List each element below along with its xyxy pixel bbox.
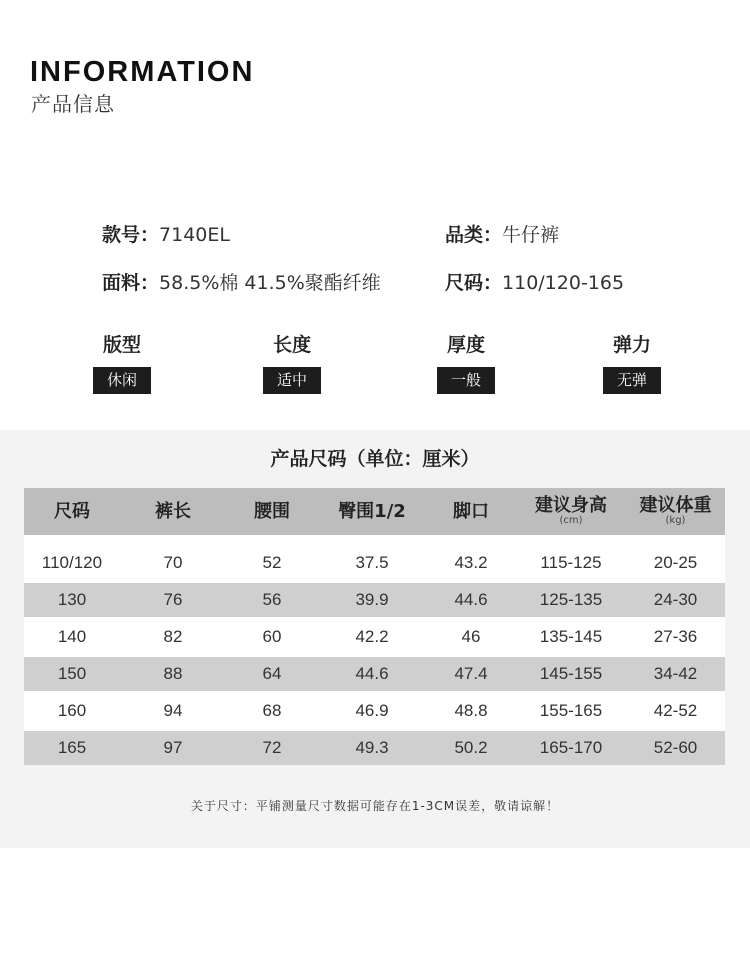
table-cell: 165-170	[516, 731, 626, 765]
style-number	[102, 220, 230, 247]
attr-thickness	[406, 330, 526, 394]
header-label: 建议身高	[535, 495, 607, 516]
header-pants-length	[120, 488, 226, 535]
page-title-en: INFORMATION	[30, 56, 255, 88]
style-number-label: 款号：	[102, 224, 160, 246]
attr-length	[232, 330, 352, 394]
table-cell: 88	[120, 657, 226, 691]
header-height-unit: (cm)	[559, 515, 583, 526]
table-cell: 68	[226, 691, 318, 731]
table-cell: 140	[24, 617, 120, 657]
attr-stretch-label: 弹力	[612, 334, 651, 356]
table-cell: 64	[226, 657, 318, 691]
table-cell: 27-36	[626, 617, 725, 657]
table-cell: 39.9	[318, 583, 426, 617]
table-cell	[24, 535, 725, 543]
table-cell: 125-135	[516, 583, 626, 617]
size-table-header	[24, 488, 725, 535]
measurement-note: 关于尺寸：平铺测量尺寸数据可能存在1-3CM误差，敬请谅解！	[190, 799, 560, 813]
attr-thickness-tag: 一般	[437, 367, 495, 394]
table-row	[24, 543, 725, 583]
table-cell: 110/120	[24, 543, 120, 583]
page-title-cn: 产品信息	[31, 92, 115, 116]
table-cell: 155-165	[516, 691, 626, 731]
category	[445, 220, 559, 247]
size-range-value: 110/120-165	[502, 272, 625, 294]
table-cell: 50.2	[426, 731, 516, 765]
table-cell: 130	[24, 583, 120, 617]
table-cell: 24-30	[626, 583, 725, 617]
table-cell: 97	[120, 731, 226, 765]
fabric	[102, 268, 381, 295]
table-cell: 115-125	[516, 543, 626, 583]
header-weight-unit: (kg)	[665, 515, 686, 526]
table-cell: 46	[426, 617, 516, 657]
table-cell: 42.2	[318, 617, 426, 657]
table-cell: 34-42	[626, 657, 725, 691]
table-cell: 48.8	[426, 691, 516, 731]
table-cell: 52	[226, 543, 318, 583]
table-cell: 72	[226, 731, 318, 765]
header-leg-opening	[426, 488, 516, 535]
table-cell: 42-52	[626, 691, 725, 731]
table-cell: 46.9	[318, 691, 426, 731]
header-waist	[226, 488, 318, 535]
header-label: 裤长	[155, 500, 191, 522]
header-label: 腰围	[254, 500, 290, 522]
attr-stretch	[572, 330, 692, 394]
table-cell: 165	[24, 731, 120, 765]
table-cell: 44.6	[426, 583, 516, 617]
table-cell: 145-155	[516, 657, 626, 691]
header-label: 臀围1/2	[338, 500, 406, 522]
header-size	[24, 488, 120, 535]
table-row	[24, 657, 725, 691]
table-cell: 94	[120, 691, 226, 731]
table-cell: 56	[226, 583, 318, 617]
table-cell: 44.6	[318, 657, 426, 691]
category-value: 牛仔裤	[502, 224, 560, 246]
header-height	[516, 488, 626, 535]
fabric-label: 面料：	[102, 272, 160, 294]
attr-fit-tag: 休闲	[93, 367, 151, 394]
table-cell: 160	[24, 691, 120, 731]
table-cell: 135-145	[516, 617, 626, 657]
table-row	[24, 691, 725, 731]
table-cell: 82	[120, 617, 226, 657]
attr-fit	[62, 330, 182, 394]
size-table-title: 产品尺码（单位：厘米）	[270, 448, 480, 470]
size-table	[24, 488, 725, 765]
table-cell: 49.3	[318, 731, 426, 765]
table-cell: 43.2	[426, 543, 516, 583]
attr-thickness-label: 厚度	[446, 334, 485, 356]
header-label: 脚口	[453, 500, 489, 522]
table-cell: 20-25	[626, 543, 725, 583]
table-cell: 76	[120, 583, 226, 617]
attr-stretch-tag: 无弹	[603, 367, 661, 394]
size-range-label: 尺码：	[445, 272, 503, 294]
table-row	[24, 617, 725, 657]
size-range	[445, 268, 624, 295]
header-hip	[318, 488, 426, 535]
fabric-value: 58.5%棉 41.5%聚酯纤维	[159, 272, 381, 294]
category-label: 品类：	[445, 224, 503, 246]
table-cell: 150	[24, 657, 120, 691]
attr-fit-label: 版型	[102, 334, 141, 356]
attr-length-label: 长度	[272, 334, 311, 356]
table-cell: 70	[120, 543, 226, 583]
table-row	[24, 731, 725, 765]
attr-length-tag: 适中	[263, 367, 321, 394]
header-label: 建议体重	[639, 495, 712, 516]
table-row	[24, 583, 725, 617]
table-cell: 37.5	[318, 543, 426, 583]
table-cell: 60	[226, 617, 318, 657]
header-label: 尺码	[54, 500, 90, 522]
table-cell: 52-60	[626, 731, 725, 765]
header-weight	[626, 488, 725, 535]
style-number-value: 7140EL	[159, 224, 230, 246]
table-cell: 47.4	[426, 657, 516, 691]
